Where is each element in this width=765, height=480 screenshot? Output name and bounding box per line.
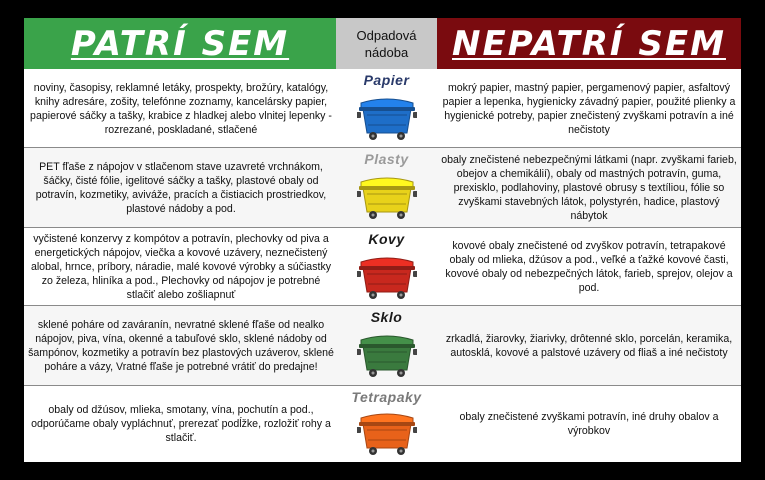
bin-label: Kovy — [368, 231, 405, 247]
not-belongs-cell: mokrý papier, mastný papier, pergamenový papier, asfaltový papier a lepenka, hygienicky závadný papier, použité plienky a hygienické potreby, papier znečistený zvyškami potravín a iné nečistoty — [442, 81, 736, 136]
not-belongs-title: NEPATRÍ SEM — [452, 23, 726, 64]
not-belongs-cell: obaly znečistené zvyškami potravín, iné druhy obalov a výrobkov — [459, 411, 719, 437]
waste-bin-icon — [357, 410, 417, 456]
belongs-cell: noviny, časopisy, reklamné letáky, prospekty, brožúry, katalógy, knihy adresáre, zošity, telefónne zoznamy, kancelársky papier, papierové sáčky a tašky, krabice z hladkej alebo vlnitej lepenky - rozrezané, poskladané, stlačené — [30, 81, 332, 136]
header-belongs — [24, 18, 336, 69]
bin-label: Plasty — [364, 151, 409, 167]
bin-header-line2: nádoba — [364, 44, 409, 60]
bin-header-line1: Odpadová — [356, 27, 417, 43]
belongs-title: PATRÍ SEM — [70, 23, 290, 64]
not-belongs-cell: kovové obaly znečistené od zvyškov potravín, tetrapakové obaly od mlieka, džúsov a pod., veľké a ťažké kovové časti, kovové obaly od nebezpečných látok, farieb, sprejov, olejov a pod. — [445, 240, 733, 294]
table-row — [24, 148, 741, 228]
bin-cell — [336, 69, 437, 148]
belongs-cell: PET fľaše z nápojov v stlačenom stave uzavreté vrchnákom, šáčky, čisté fólie, igelitové sáčky a tašky, plastové obaly od potravín, kozmetiky, aviváže, pracích a čistiacich prostriedkov, plastové nádoby a pod. — [35, 161, 327, 215]
table-row — [24, 69, 741, 148]
bin-cell — [336, 386, 437, 462]
not-belongs-cell: obaly znečistené nebezpečnými látkami (napr. zvyškami farieb, obejov a chemikálií), obaly od mastných potravín, guma, prexisklo, podlahoviny, plastové obrusy s textíliou, fólie so zvyškami stavebných látok, polystyrén, hadice, plastový nábytok — [441, 154, 737, 222]
waste-sorting-table — [24, 18, 741, 462]
header-not-belongs — [437, 18, 741, 69]
belongs-cell: vyčistené konzervy z kompótov a potravín, plechovky od piva a energetických nápojov, viečka a kovové uzávery, neznečistený alobal, hrnce, príbory, náradie, malé kovové výrobky a súčiastky zo železa, hliníka a pod., Plechovky od nápojov je potrebné stlačiť alebo zošliapnuť — [30, 233, 332, 301]
waste-bin-icon — [357, 254, 417, 300]
belongs-cell: sklené poháre od zaváranín, nevratné sklené fľaše od nealko nápojov, piva, vína, okenné a tabuľové sklo, sklené nádoby od šampónov, kozmetiky a potravín bez plastových uzáverov, sklené poháre a vázy, Vratné fľaše je potrebné vrátiť do predajne! — [28, 319, 334, 373]
bin-cell — [336, 228, 437, 306]
table-row — [24, 306, 741, 386]
waste-bin-icon — [357, 332, 417, 378]
bin-label: Tetrapaky — [351, 389, 422, 405]
bin-label: Sklo — [370, 309, 403, 325]
bin-cell — [336, 306, 437, 386]
table-row — [24, 228, 741, 306]
not-belongs-cell: zrkadlá, žiarovky, žiarivky, drôtenné sklo, porcelán, keramika, autosklá, kovové a palstové uzávery od fliaš a iné nečistoty — [445, 333, 733, 359]
table-row — [24, 386, 741, 462]
belongs-cell: obaly od džúsov, mlieka, smotany, vína, pochutín a pod., odporúčame obaly vypláchnuť, prerezať podĺžke, rozložiť rohy a stlačiť. — [31, 404, 331, 444]
table-header — [24, 18, 741, 69]
waste-bin-icon — [357, 95, 417, 141]
header-bin — [336, 18, 437, 69]
bin-cell — [336, 148, 437, 228]
waste-bin-icon — [357, 174, 417, 220]
bin-label: Papier — [363, 72, 410, 88]
